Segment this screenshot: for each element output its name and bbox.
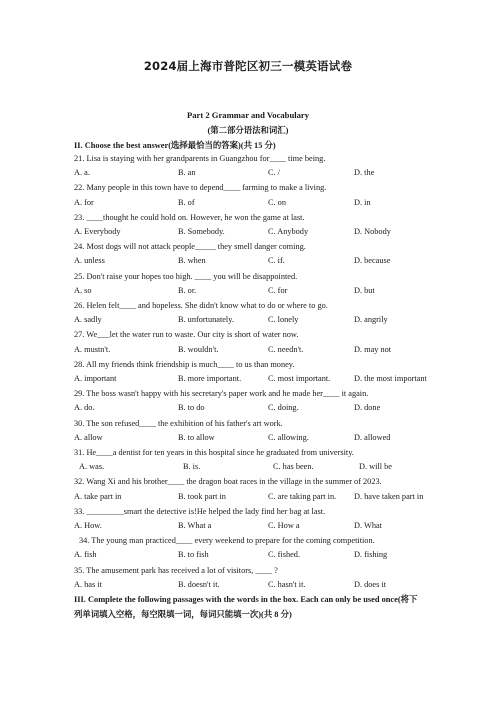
question-stem: 25. Don't raise your hopes too high. ____ you will be disappointed.: [74, 271, 298, 281]
option-a[interactable]: A. fish: [74, 550, 97, 560]
option-c[interactable]: C. Anybody: [268, 227, 309, 236]
option-c[interactable]: C. for: [268, 285, 288, 295]
option-b[interactable]: B. Somebody.: [178, 227, 225, 236]
option-a[interactable]: A. mustn't.: [74, 344, 111, 354]
answer-options: [74, 580, 434, 592]
section-3-heading: III. Complete the following passages with the words in the box. Each can only be used once(将下列单词填入空格，每空限填一词，每词只能填一次)(共 8 分): [74, 595, 418, 619]
section-2-heading: II. Choose the best answer(选择最恰当的答案)(共 15 分): [74, 141, 276, 150]
option-b[interactable]: B. What a: [178, 521, 212, 530]
option-d[interactable]: D. fishing: [354, 550, 388, 560]
answer-options: [74, 286, 434, 298]
option-a[interactable]: A. allow: [74, 432, 103, 442]
option-b[interactable]: B. or.: [178, 285, 197, 295]
answer-options: [74, 168, 434, 180]
question-stem: 27. We___let the water run to waste. Our city is short of water now.: [74, 330, 299, 340]
answer-options: [74, 403, 434, 415]
option-c[interactable]: C. most important.: [268, 374, 331, 383]
answer-options: [74, 521, 434, 533]
question-stem: 29. The boss wasn't happy with his secretary's paper work and he made her____ it again.: [74, 389, 369, 399]
option-c[interactable]: C. if.: [268, 256, 285, 266]
option-d[interactable]: D. does it: [354, 579, 387, 589]
question-stem: 28. All my friends think friendship is much____ to us than money.: [74, 359, 295, 369]
option-d[interactable]: D. Nobody: [354, 227, 391, 236]
option-c[interactable]: C. on: [268, 197, 286, 207]
question-stem: 23. ____thought he could hold on. However, he won the game at last.: [74, 212, 305, 222]
option-a[interactable]: A. unless: [74, 256, 105, 266]
option-c[interactable]: C. are taking part in.: [268, 491, 337, 501]
answer-options: [74, 433, 434, 445]
option-c[interactable]: C. How a: [268, 521, 300, 530]
option-b[interactable]: B. took part in: [178, 491, 226, 501]
option-d[interactable]: D. have taken part in: [354, 491, 424, 501]
option-a[interactable]: A. Everybody: [74, 227, 121, 236]
option-c[interactable]: C. fished.: [268, 550, 301, 560]
option-b[interactable]: B. when: [178, 256, 206, 266]
option-a[interactable]: A. important: [74, 374, 117, 383]
answer-options: [74, 492, 434, 504]
option-a[interactable]: A. for: [74, 197, 94, 207]
option-a[interactable]: A. a.: [74, 168, 90, 178]
option-a[interactable]: A. do.: [74, 403, 95, 413]
answer-options: [74, 227, 434, 239]
question-stem: 33. _________smart the detective is!He helped the lady find her bag at last.: [74, 506, 326, 516]
option-d[interactable]: D. allowed: [354, 432, 391, 442]
option-d[interactable]: D. in: [354, 197, 371, 207]
option-d[interactable]: D. angrily: [354, 315, 388, 325]
answer-options: [74, 198, 434, 210]
option-b[interactable]: B. wouldn't.: [178, 344, 219, 354]
option-c[interactable]: C. allowing.: [268, 432, 309, 442]
option-c[interactable]: C. doing.: [268, 403, 299, 413]
answer-options: [74, 315, 434, 327]
option-c[interactable]: C. /: [268, 168, 280, 178]
option-b[interactable]: B. is.: [183, 462, 201, 472]
question-stem: 22. Many people in this town have to depend____ farming to make a living.: [74, 183, 327, 193]
option-d[interactable]: D. but: [354, 285, 375, 295]
option-c[interactable]: C. lonely: [268, 315, 299, 325]
option-d[interactable]: D. the most important: [354, 374, 427, 383]
option-a[interactable]: A. sadly: [74, 315, 102, 325]
option-b[interactable]: B. more important.: [178, 374, 242, 383]
answer-options: [74, 256, 434, 268]
option-b[interactable]: B. an: [178, 168, 196, 178]
option-c[interactable]: C. hasn't it.: [268, 579, 306, 589]
page-title: 2024届上海市普陀区初三一模英语试卷: [143, 59, 353, 73]
option-b[interactable]: B. to allow: [178, 432, 215, 442]
option-d[interactable]: D. the: [354, 168, 375, 178]
option-a[interactable]: A. How.: [74, 521, 102, 530]
question-stem: 24. Most dogs will not attack people_____ they smell danger coming.: [74, 242, 306, 252]
option-d[interactable]: D. because: [354, 256, 391, 266]
option-c[interactable]: C. needn't.: [268, 344, 304, 354]
question-stem: 35. The amusement park has received a lot of visitors, ____ ?: [74, 565, 278, 575]
option-d[interactable]: D. may not: [354, 344, 392, 354]
option-b[interactable]: B. of: [178, 197, 195, 207]
option-b[interactable]: B. doesn't it.: [178, 579, 220, 589]
option-b[interactable]: B. to fish: [178, 550, 209, 560]
option-a[interactable]: A. take part in: [74, 491, 122, 501]
answer-options: [74, 550, 434, 562]
answer-options: [79, 462, 439, 474]
answer-options: [74, 374, 434, 386]
option-d[interactable]: D. will be: [359, 462, 392, 472]
question-stem: 31. He____a dentist for ten years in this hospital since he graduated from university.: [74, 448, 354, 457]
option-a[interactable]: A. has it: [74, 579, 102, 589]
option-a[interactable]: A. so: [74, 285, 92, 295]
question-stem: 30. The son refused____ the exhibition of his father's art work.: [74, 418, 283, 428]
part-title: Part 2 Grammar and Vocabulary: [186, 110, 310, 120]
option-a[interactable]: A. was.: [79, 462, 105, 472]
option-d[interactable]: D. What: [354, 521, 382, 530]
option-d[interactable]: D. done: [354, 403, 381, 413]
answer-options: [74, 345, 434, 357]
option-b[interactable]: B. unfortunately.: [178, 315, 234, 325]
question-stem: 34. The young man practiced____ every weekend to prepare for the coming competition.: [79, 536, 375, 546]
question-stem: 26. Helen felt____ and hopeless. She didn't know what to do or where to go.: [74, 301, 328, 310]
question-stem: 21. Lisa is staying with her grandparents in Guangzhou for____ time being.: [74, 154, 326, 163]
question-stem: 32. Wang Xi and his brother____ the dragon boat races in the village in the summer of 2023.: [74, 477, 382, 487]
part-subtitle: (第二部分语法和词汇): [207, 126, 289, 135]
option-b[interactable]: B. to do: [178, 403, 205, 413]
option-c[interactable]: C. has been.: [273, 462, 314, 472]
